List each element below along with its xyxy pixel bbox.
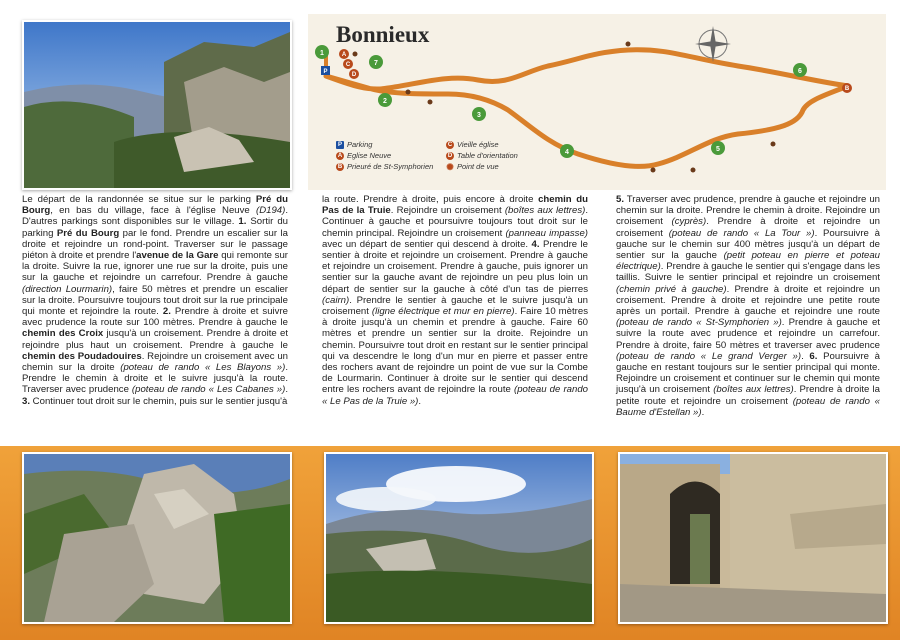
- col3-segment: (poteau de rando « Le grand Verger »): [616, 350, 802, 362]
- col1-segment: 3.: [22, 395, 31, 407]
- waypoint-2: 2: [383, 98, 387, 105]
- col3-segment: (poteau de rando « Baume d'Estellan »): [616, 395, 880, 418]
- legend-eglise-neuve: A Eglise Neuve: [337, 151, 392, 160]
- waypoint-6: 6: [798, 68, 802, 75]
- col1-segment: Sortir du parking: [22, 216, 288, 239]
- col3-segment: (cyprès): [671, 216, 707, 228]
- legend-prieure: B Prieuré de St-Symphorien: [337, 162, 434, 171]
- col3-segment: . Prendre à gauche et suivre la route avec prudence et rejoindre un carrefour. Prendre à droite, faire 50 mètres et traverser avec prudence: [616, 317, 880, 351]
- map-title: Bonnieux: [336, 22, 430, 47]
- waypoint-5: 5: [716, 146, 720, 153]
- col2-segment: (panneau impasse): [505, 227, 588, 239]
- col2-segment: (poteau de rando « Le Pas de la Truie »): [322, 384, 589, 407]
- col3-segment: (boîtes aux lettres): [713, 384, 794, 396]
- poi-parking: P: [323, 69, 328, 75]
- col2-segment: . Faire 10 mètres à droite jusqu'à un chemin et prendre à gauche. Faire 60 mètres et prendre un sentier sur la droite. Rejoindre un chemin. Poursuivre tout droit en restant sur le sentier principal qui va descendre le long d'un mur en pierre et passer entre des rochers avant de rejoindre un point de vue sur la Combe de Lourmarin. Continuer à droite sur le sentier qui descend entre les rochers avant de rejoindre la route: [322, 306, 588, 396]
- col1-segment: (poteau de rando « Les Cabanes »): [131, 384, 286, 396]
- col2-segment: (ligne électrique et mur en pierre): [371, 306, 515, 318]
- waypoint-4: 4: [565, 149, 569, 156]
- col2-segment: . Continuer à gauche et poursuivre toujours tout droit sur le chemin principal. Rejoindre un croisement: [322, 205, 589, 239]
- col3-segment: . Prendre à gauche le sentier qui s'engage dans les taillis. Suivre le sentier principal et rejoindre un croisement: [616, 261, 880, 284]
- col1-segment: Le départ de la randonnée se situe sur le parking: [22, 194, 256, 205]
- col3-segment: (chemin privé à gauche): [616, 283, 727, 295]
- col3-segment: . Poursuivre à gauche sur le chemin sur 400 mètres jusqu'à un départ de sentier sur la gauche: [616, 227, 880, 262]
- col2-segment: . Rejoindre un croisement: [390, 205, 505, 217]
- col3-segment: 5.: [616, 194, 625, 205]
- col3-segment: (poteau de rando « St-Symphorien »): [616, 317, 782, 329]
- legend-table-orientation: D Table d'orientation: [447, 151, 518, 160]
- col3-segment: Poursuivre à gauche en restant toujours sur le sentier principal qui monte. Rejoindre un croisement et continuer sur le chemin qui monte jusqu'à un croisement: [616, 350, 880, 396]
- poi-b: B: [844, 86, 850, 92]
- col2-segment: (cairn): [322, 294, 350, 306]
- photo-combe-landscape: [324, 452, 594, 624]
- poi-d: D: [351, 72, 357, 78]
- col2-segment: chemin du Pas de la Truie: [322, 194, 588, 217]
- col1-segment: (direction Lourmarin): [22, 283, 113, 295]
- col1-segment: chemin des Poudadouires: [22, 350, 142, 362]
- col2-segment: .: [418, 395, 422, 407]
- col1-segment: jusqu'à un croisement. Prendre à droite et rejoindre plus haut un croisement. Prendre à gauche le: [22, 328, 288, 351]
- col3-segment: (petit poteau en pierre et poteau électrique): [616, 250, 880, 273]
- photo-rocks: [22, 452, 292, 624]
- col2-segment: 4.: [531, 238, 540, 250]
- col1-segment: , en bas du village, face à l'église Neuve: [50, 205, 256, 217]
- col1-segment: Pré du Bourg: [56, 227, 120, 239]
- text-column-2: [322, 194, 588, 407]
- col2-segment: la route. Prendre à droite, puis encore à droite: [322, 194, 539, 205]
- col1-segment: 2.: [162, 306, 171, 318]
- legend-point-de-vue: ✺ Point de vue: [446, 161, 499, 172]
- col1-segment: .: [285, 384, 288, 396]
- col1-segment: Pré du Bourg: [22, 194, 288, 217]
- sun-icon: ✺: [446, 161, 454, 172]
- col1-segment: , faire 50 mètres et prendre un escalier sur la droite. Poursuivre toujours tout droit sur la rue principale qui monte et rejoindre la route.: [22, 283, 289, 318]
- col3-segment: 6.: [809, 350, 818, 362]
- col3-segment: .: [701, 406, 705, 418]
- col2-segment: Prendre le sentier à droite et rejoindre un croisement. Prendre à gauche et rejoindre un croisement. Prendre à gauche, puis ignorer un sentier sur la gauche avant de rejoindre un peu plus loin un départ de sentier sur la gauche à côté d'un tas de pierres: [322, 238, 588, 295]
- col3-segment: (poteau de rando « La Tour »): [668, 227, 815, 239]
- photo-stone-gate: [618, 452, 888, 624]
- col1-segment: par le fond. Prendre un escalier sur la droite et rejoindre un rond-point. Traverser sur le passage piéton à droite et prendre l': [22, 227, 288, 262]
- photo-valley-cliffs: [22, 20, 292, 190]
- col2-segment: (boîtes aux lettres): [504, 205, 586, 217]
- waypoint-3: 3: [477, 112, 481, 119]
- col1-segment: . Rejoindre un croisement avec un chemin sur la droite: [22, 350, 288, 374]
- col3-segment: . Prendre à droite la petite route et rejoindre un croisement: [616, 384, 880, 407]
- col1-segment: (D194): [256, 205, 286, 217]
- trail-map: [308, 14, 886, 190]
- col1-segment: qui remonte sur la droite. Suivre la rue, ignorer une rue sur la droite, puis une sur la gauche et rejoindre un carrefour. Prendre à gauche: [22, 250, 288, 284]
- col1-segment: avenue de la Gare: [136, 250, 219, 262]
- col3-segment: . Prendre à droite et rejoindre un croisement. Prendre à droite et rejoindre une petite route après un portail. Prendre à gauche et rejoindre une route: [616, 283, 880, 318]
- waypoint-7: 7: [374, 60, 378, 67]
- col1-segment: Prendre à droite et suivre avec prudence la route sur 100 mètres. Prendre à gauche le: [22, 306, 289, 329]
- poi-c: C: [345, 62, 351, 68]
- col2-segment: . Prendre le sentier à gauche et le suivre jusqu'à un croisement: [322, 294, 588, 318]
- col1-segment: . Prendre le chemin à droite et le suivre jusqu'à la route. Traverser avec prudence: [22, 362, 288, 396]
- col1-segment: 1.: [238, 216, 247, 228]
- col1-segment: chemin des Croix: [22, 328, 104, 340]
- col3-segment: .: [801, 350, 810, 362]
- legend-vieille-eglise: C Vieille église: [447, 140, 499, 149]
- col2-segment: avec un départ de sentier qui descend à droite.: [322, 238, 532, 250]
- col1-segment: Continuer tout droit sur le chemin, puis sur le sentier jusqu'à: [30, 395, 288, 407]
- col1-segment: . D'autres parkings sont disponibles sur le village.: [22, 205, 288, 228]
- col3-segment: Traverser avec prudence, prendre à gauche et rejoindre un chemin sur la droite. Prendre le chemin à droite. Rejoindre un croisement: [616, 194, 880, 228]
- waypoint-1: 1: [320, 50, 324, 57]
- text-column-1: [22, 194, 288, 407]
- legend-parking: P Parking: [337, 140, 373, 149]
- text-column-3: [616, 194, 880, 418]
- poi-a: A: [341, 52, 347, 58]
- col3-segment: . Prendre à droite et rejoindre un croisement: [616, 216, 880, 239]
- col1-segment: (poteau de rando « Les Blayons »): [120, 362, 286, 374]
